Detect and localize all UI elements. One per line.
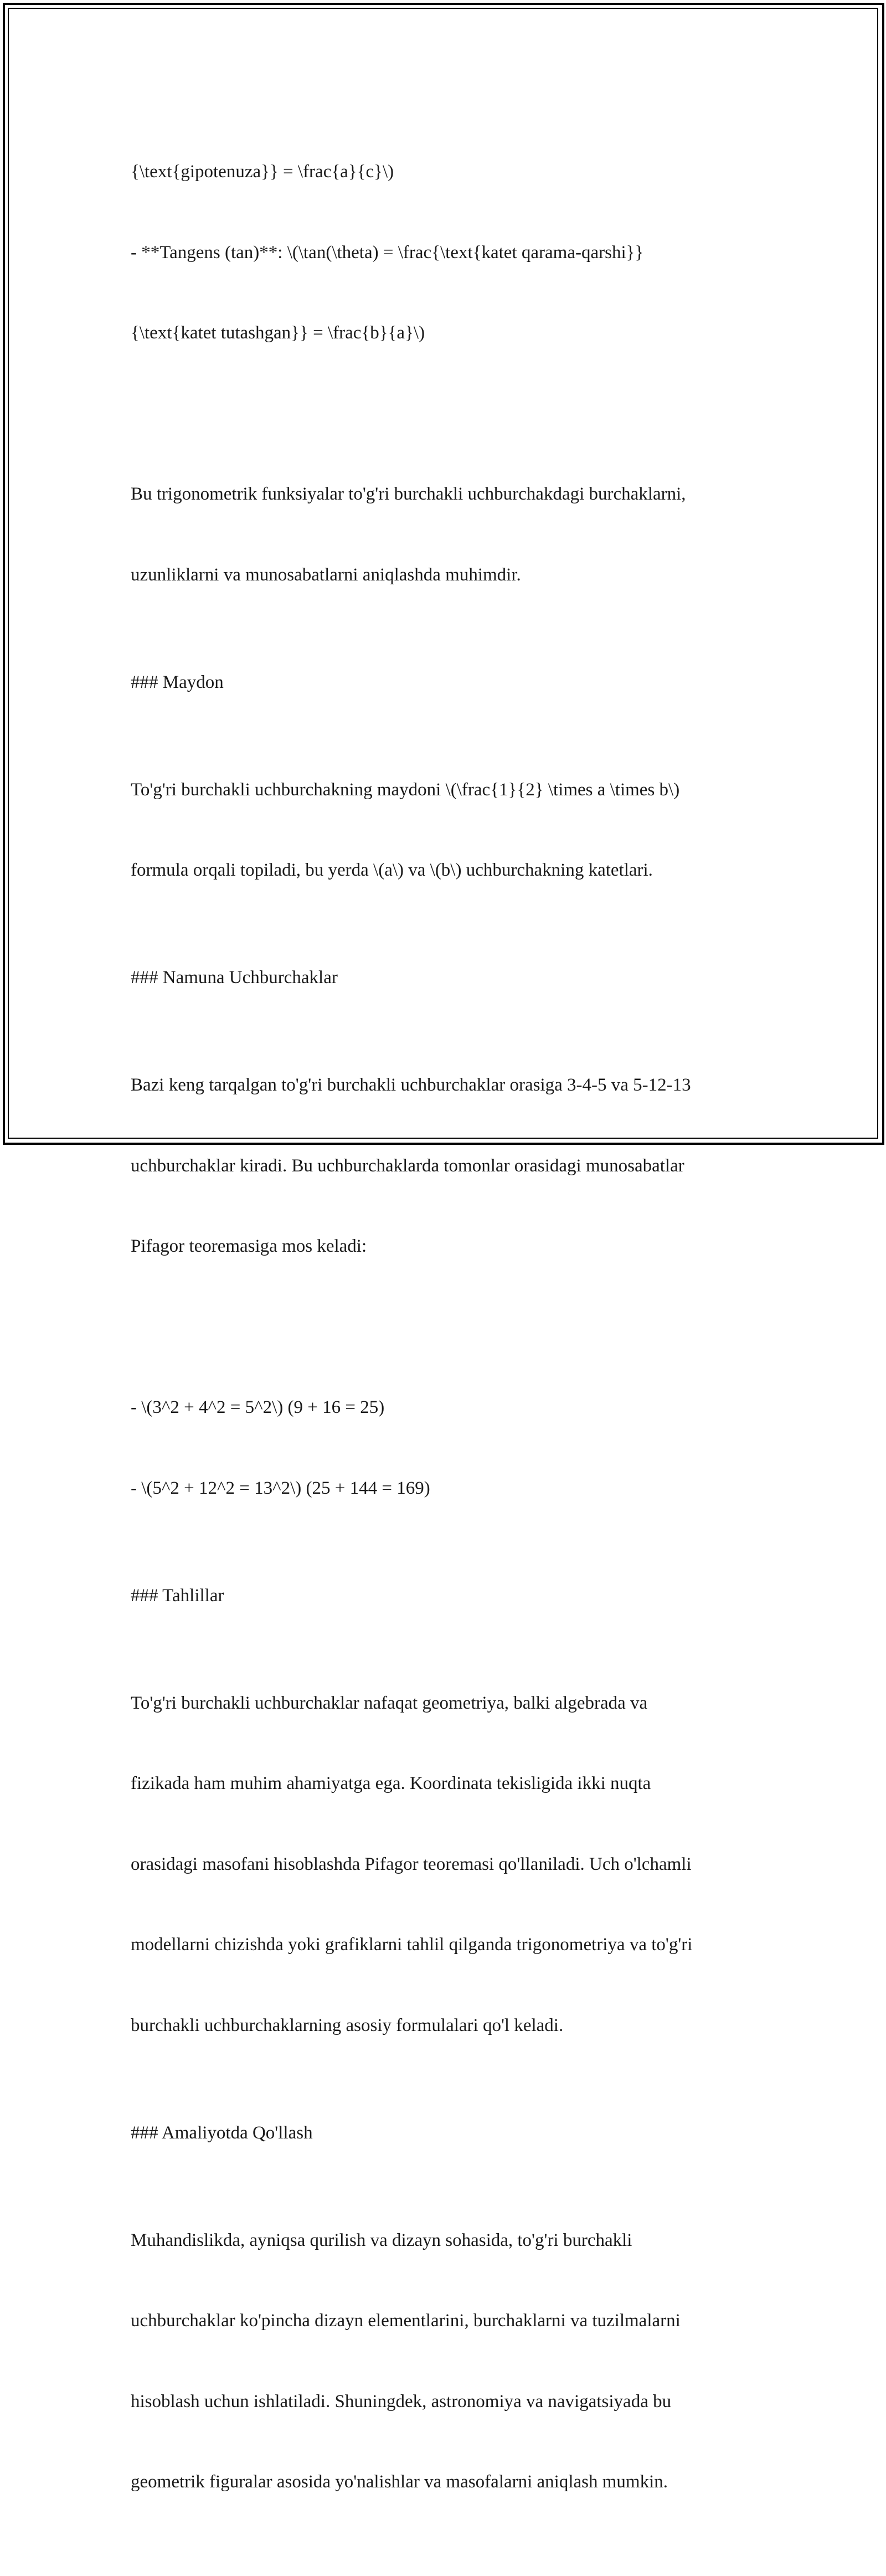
text-line: Bazi keng tarqalgan to'g'ri burchakli uchburchaklar orasiga 3-4-5 va 5-12-13 [131, 1075, 691, 1095]
text-line: To'g'ri burchakli uchburchaklar nafaqat geometriya, balki algebrada va [131, 1693, 648, 1713]
text-line: {\text{katet tutashgan}} = \frac{b}{a}\) [131, 323, 425, 343]
namuna-paragraph [131, 1018, 762, 1314]
heading-maydon: ### Maydon [131, 672, 224, 692]
document-body [131, 105, 762, 2576]
intro-formula-block [131, 105, 762, 400]
text-line: Bu trigonometrik funksiyalar to'g'ri burchakli uchburchakdagi burchaklarni, [131, 484, 686, 504]
text-line: Pifagor teoremasiga mos keladi: [131, 1236, 367, 1256]
text-line: - **Tangens (tan)**: \(\tan(\theta) = \frac{\text{katet qarama-qarshi}} [131, 242, 644, 263]
text-line: {\text{gipotenuza}} = \frac{a}{c}\) [131, 162, 394, 182]
heading-namuna: ### Namuna Uchburchaklar [131, 968, 338, 988]
text-line: geometrik figuralar asosida yo'nalishlar va masofalarni aniqlash mumkin. [131, 2472, 668, 2492]
heading-tahlillar: ### Tahlillar [131, 1585, 224, 1606]
amaliyot-paragraph [131, 2173, 762, 2549]
list-item: - \(5^2 + 12^2 = 13^2\) (25 + 144 = 169) [131, 1478, 430, 1498]
list-item: - \(3^2 + 4^2 = 5^2\) (9 + 16 = 25) [131, 1397, 385, 1417]
text-line: uchburchaklar ko'pincha dizayn elementlarini, burchaklarni va tuzilmalarni [131, 2311, 681, 2331]
text-line: orasidagi masofani hisoblashda Pifagor teoremasi qo'llaniladi. Uch o'lchamli [131, 1854, 692, 1874]
text-line: modellarni chizishda yoki grafiklarni tahlil qilganda trigonometriya va to'g'ri [131, 1935, 693, 1955]
pythagorean-list [131, 1340, 762, 1555]
text-line: formula orqali topiladi, bu yerda \(a\) va \(b\) uchburchakning katetlari. [131, 860, 653, 880]
text-line: uzunliklarni va munosabatlarni aniqlashda muhimdir. [131, 564, 521, 585]
text-line: hisoblash uchun ishlatiladi. Shuningdek, astronomiya va navigatsiyada bu [131, 2391, 672, 2412]
maydon-paragraph [131, 723, 762, 938]
text-line: To'g'ri burchakli uchburchakning maydoni \(\frac{1}{2} \times a \times b\) [131, 779, 680, 800]
text-line: fizikada ham muhim ahamiyatga ega. Koordinata tekisligida ikki nuqta [131, 1773, 651, 1793]
tahlillar-paragraph [131, 1636, 762, 2093]
text-line: burchakli uchburchaklarning asosiy formulalari qo'l keladi. [131, 2015, 564, 2035]
text-line: uchburchaklar kiradi. Bu uchburchaklarda tomonlar orasidagi munosabatlar [131, 1155, 684, 1176]
trig-paragraph [131, 427, 762, 642]
text-line: Muhandislikda, ayniqsa qurilish va dizayn sohasida, to'g'ri burchakli [131, 2230, 632, 2250]
heading-amaliyot: ### Amaliyotda Qo'llash [131, 2122, 313, 2143]
